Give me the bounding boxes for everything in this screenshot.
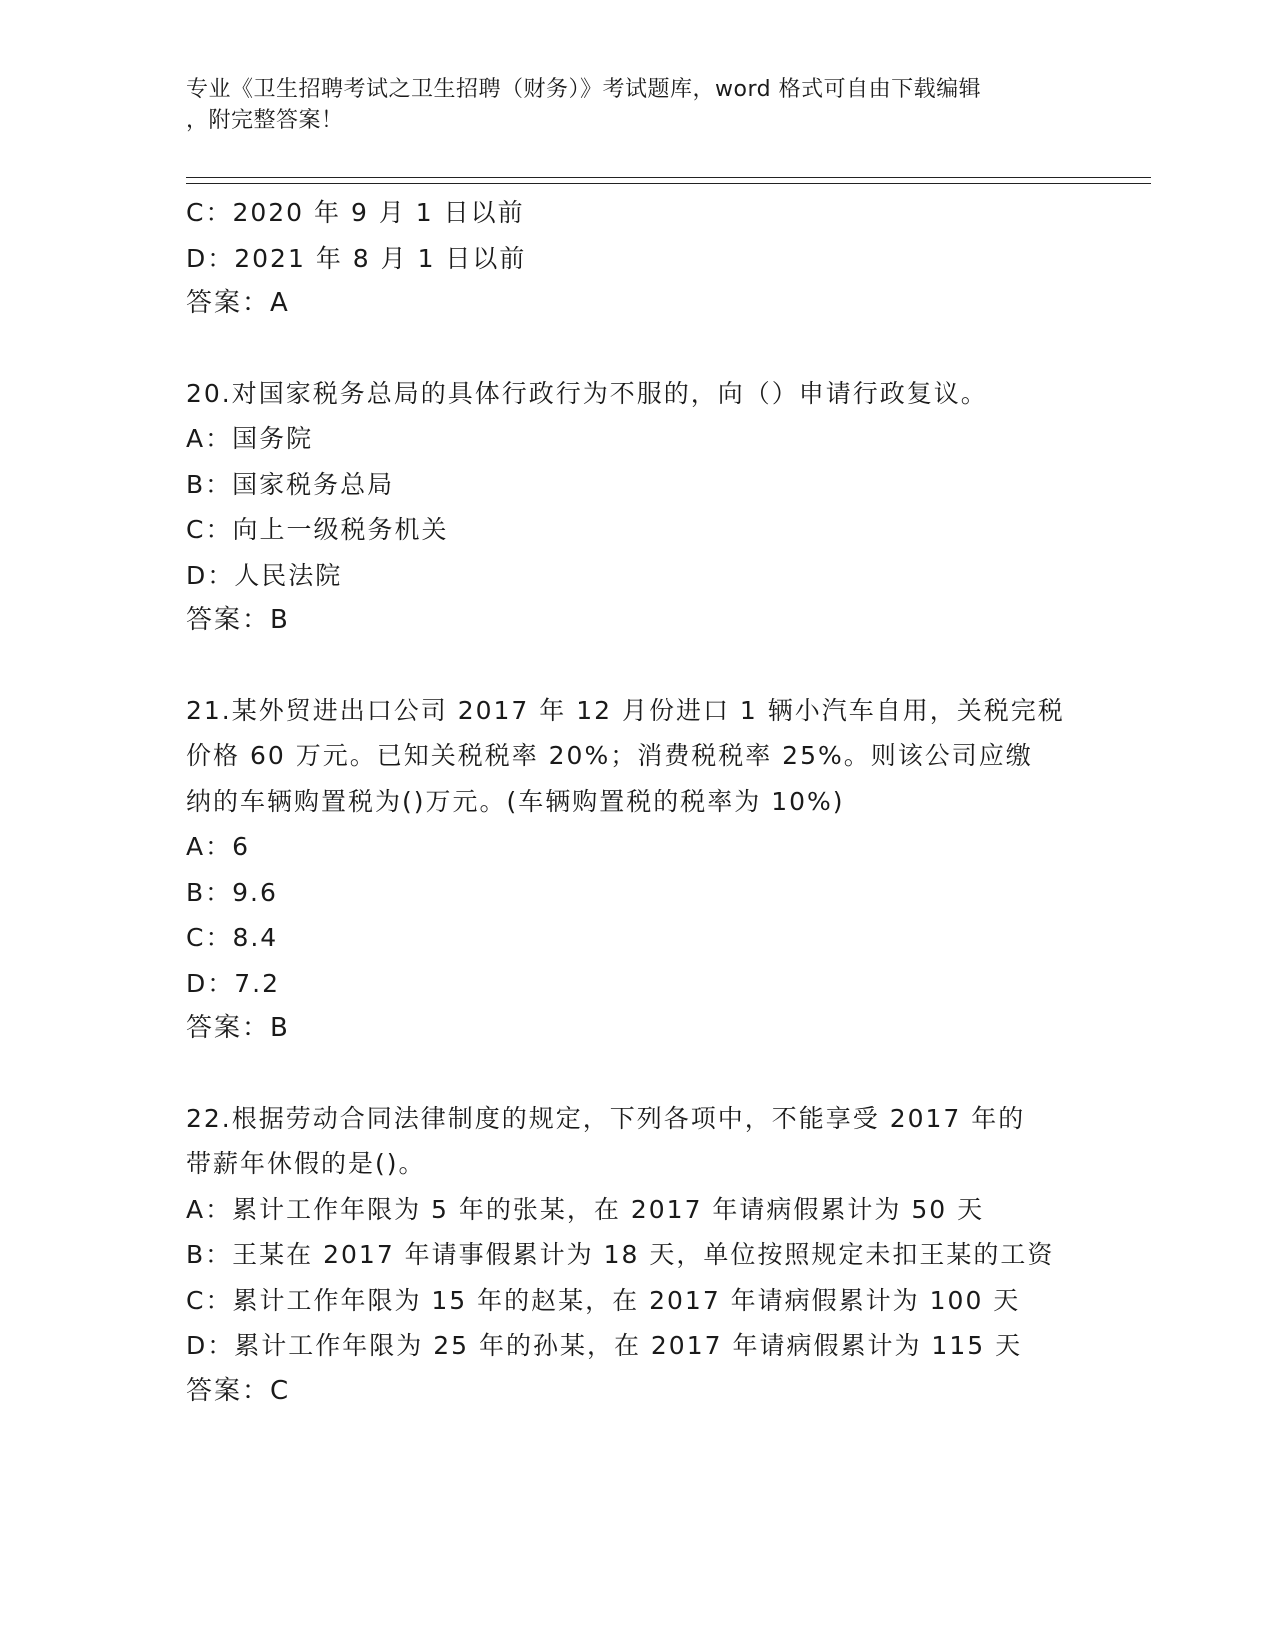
document-header xyxy=(186,74,1066,136)
q19-option-d: D：2021 年 8 月 1 日以前 xyxy=(186,243,527,273)
q22-stem-line-1: 22.根据劳动合同法律制度的规定，下列各项中，不能享受 2017 年的 xyxy=(186,1103,1026,1133)
q22-option-d: D：累计工作年限为 25 年的孙某，在 2017 年请病假累计为 115 天 xyxy=(186,1331,1023,1360)
header-divider-top xyxy=(186,177,1151,178)
q20-option-d: D：人民法院 xyxy=(186,560,343,590)
header-divider-bottom xyxy=(186,183,1151,184)
question-19-tail xyxy=(186,190,1086,327)
q21-option-a: A：6 xyxy=(186,832,251,861)
q19-answer: 答案：A xyxy=(186,288,290,318)
spacer xyxy=(186,327,1086,371)
q21-stem-line-3: 纳的车辆购置税为()万元。(车辆购置税的税率为 10%) xyxy=(186,786,845,816)
header-line-2: ，附完整答案！ xyxy=(186,108,344,133)
q21-stem-line-2: 价格 60 万元。已知关税税率 20%；消费税税率 25%。则该公司应缴 xyxy=(186,741,1033,770)
q20-option-a: A：国务院 xyxy=(186,424,314,453)
q20-answer: 答案：B xyxy=(186,605,290,635)
question-20 xyxy=(186,371,1086,644)
q21-option-d: D：7.2 xyxy=(186,968,281,998)
q22-option-c: C：累计工作年限为 15 年的赵某，在 2017 年请病假累计为 100 天 xyxy=(186,1285,1021,1315)
q22-stem-line-2: 带薪年休假的是()。 xyxy=(186,1149,426,1178)
question-content xyxy=(186,190,1086,1414)
q20-stem: 20.对国家税务总局的具体行政行为不服的，向（）申请行政复议。 xyxy=(186,378,988,408)
q19-option-c: C：2020 年 9 月 1 日以前 xyxy=(186,198,525,227)
question-22 xyxy=(186,1096,1086,1415)
q20-option-c: C：向上一级税务机关 xyxy=(186,515,449,544)
q21-option-c: C：8.4 xyxy=(186,923,279,952)
q22-option-a: A：累计工作年限为 5 年的张某，在 2017 年请病假累计为 50 天 xyxy=(186,1194,985,1224)
q21-option-b: B：9.6 xyxy=(186,877,278,907)
spacer xyxy=(186,1052,1086,1096)
question-21 xyxy=(186,688,1086,1052)
q21-stem-line-1: 21.某外贸进出口公司 2017 年 12 月份进口 1 辆小汽车自用，关税完税 xyxy=(186,695,1065,725)
q22-answer: 答案：C xyxy=(186,1375,291,1406)
spacer xyxy=(186,644,1086,688)
q20-option-b: B：国家税务总局 xyxy=(186,469,395,499)
q22-option-b: B：王某在 2017 年请事假累计为 18 天，单位按照规定未扣王某的工资 xyxy=(186,1240,1055,1269)
header-line-1: 专业《卫生招聘考试之卫生招聘（财务）》考试题库，word 格式可自由下载编辑 xyxy=(186,77,982,102)
q21-answer: 答案：B xyxy=(186,1013,290,1043)
